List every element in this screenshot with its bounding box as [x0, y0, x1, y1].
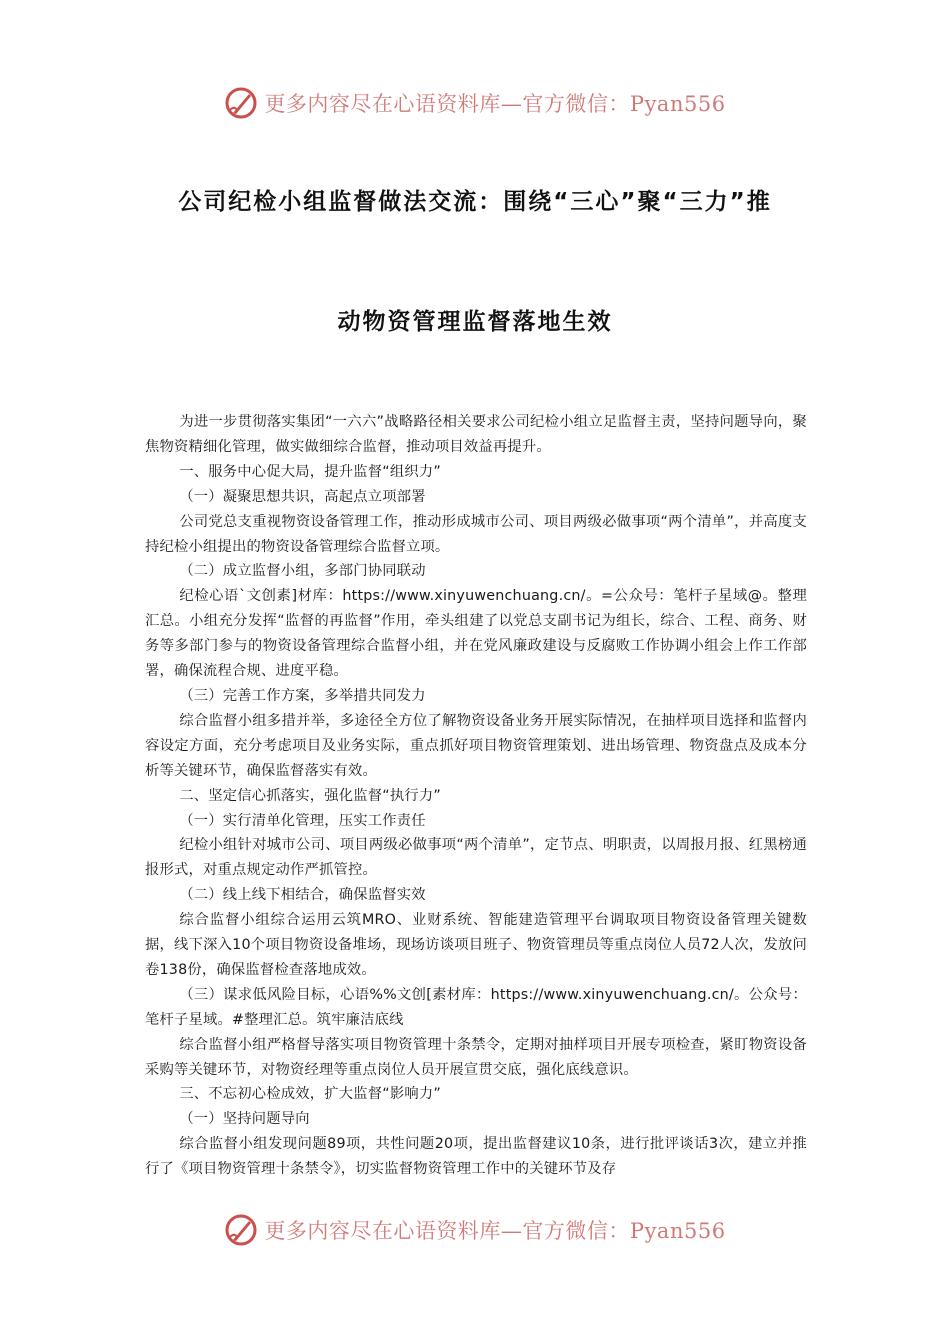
subsection-heading: （二）线上线下相结合，确保监督实效 [179, 887, 426, 904]
document-body [145, 410, 807, 1182]
subsection-heading: （一）坚持问题导向 [179, 1111, 310, 1128]
document-title-line-1: 公司纪检小组监督做法交流：围绕“三心”聚“三力”推 [178, 189, 772, 215]
subsection-heading: （一）凝聚思想共识，高起点立项部署 [179, 488, 426, 505]
watermark-text: 更多内容尽在心语资料库—官方微信：Pyan556 [264, 1219, 726, 1243]
body-paragraph: 综合监督小组发现问题89项，共性问题20项，提出监督建议10条，进行批评谈话3次，建立并推行了《项目物资管理十条禁令》，切实监督物资管理工作中的关键环节及存 [145, 1136, 807, 1178]
section-heading: 一、服务中心促大局，提升监督“组织力” [179, 463, 441, 480]
section-heading: 三、不忘初心检成效，扩大监督“影响力” [179, 1086, 441, 1103]
subsection-heading: （三）谋求低风险目标，心语%%文创[素材库：https://www.xinyuwenchuang.cn/。公众号：笔杆子星域。#整理汇总。筑牢廉洁底线 [145, 986, 807, 1028]
header-watermark-banner [0, 83, 950, 123]
body-paragraph: 综合监督小组多措并举，多途径全方位了解物资设备业务开展实际情况，在抽样项目选择和监督内容设定方面，充分考虑项目及业务实际，重点抓好项目物资管理策划、进出场管理、物资盘点及成本分析等关键环节，确保监督落实有效。 [145, 712, 807, 779]
quill-logo-icon [224, 1213, 258, 1247]
watermark-text: 更多内容尽在心语资料库—官方微信：Pyan556 [264, 92, 726, 116]
quill-logo-icon [224, 86, 258, 120]
subsection-heading: （一）实行清单化管理，压实工作责任 [179, 812, 426, 829]
document-title-line-2: 动物资管理监督落地生效 [337, 309, 613, 335]
body-paragraph: 纪检心语`文创素]材库：https://www.xinyuwenchuang.cn/。=公众号：笔杆子星域@。整理汇总。小组充分发挥“监督的再监督”作用，牵头组建了以党总支副书记为组长，综合、工程、商务、财务等多部门参与的物资设备管理综合监督小组，并在党风廉政建设与反腐败工作协调小组会上作工作部署，确保流程合规、进度平稳。 [145, 588, 807, 680]
subsection-heading: （三）完善工作方案，多举措共同发力 [179, 687, 426, 704]
body-paragraph: 综合监督小组综合运用云筑MRO、业财系统、智能建造管理平台调取项目物资设备管理关键数据，线下深入10个项目物资设备堆场，现场访谈项目班子、物资管理员等重点岗位人员72人次，发放问卷138份，确保监督检查落地成效。 [145, 912, 807, 978]
body-paragraph: 公司党总支重视物资设备管理工作，推动形成城市公司、项目两级必做事项“两个清单”，并高度支持纪检小组提出的物资设备管理综合监督立项。 [145, 513, 807, 555]
body-paragraph: 综合监督小组严格督导落实项目物资管理十条禁令，定期对抽样项目开展专项检查，紧盯物资设备采购等关键环节，对物资经理等重点岗位人员开展宣贯交底，强化底线意识。 [145, 1036, 807, 1078]
section-heading: 二、坚定信心抓落实，强化监督“执行力” [179, 787, 441, 804]
body-paragraph: 纪检小组针对城市公司、项目两级必做事项“两个清单”，定节点、明职责，以周报月报、红黑榜通报形式，对重点规定动作严抓管控。 [145, 837, 807, 879]
subsection-heading: （二）成立监督小组，多部门协同联动 [179, 563, 426, 580]
intro-paragraph: 为进一步贯彻落实集团“一六六”战略路径相关要求公司纪检小组立足监督主责，坚持问题导向，聚焦物资精细化管理，做实做细综合监督，推动项目效益再提升。 [145, 414, 807, 455]
footer-watermark-banner [0, 1210, 950, 1250]
